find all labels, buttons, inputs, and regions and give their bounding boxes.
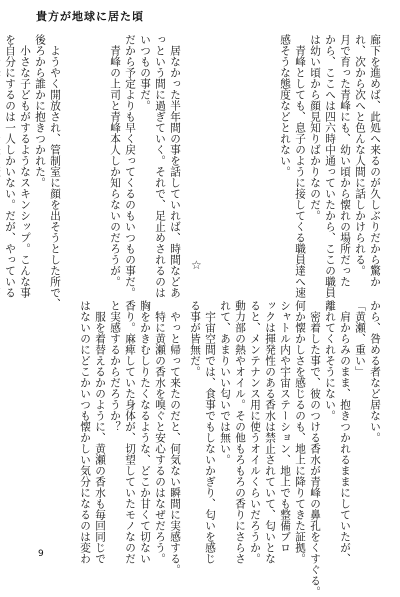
text-line: 小さな子どもがするようなスキンシップ。こんな事	[19, 34, 31, 298]
text-line: 胸をかきむしりたくなるような、どこか甘くて切ない	[139, 300, 151, 564]
text-line: 肩からみのまま、抱きつかれるままにしていたが、	[339, 300, 351, 564]
text-line: は幼い頃から顔見知りばかりなのだ。	[309, 34, 321, 221]
text-line: 宇宙空間では、食事でもしないかぎり、匂いを感じ	[204, 300, 216, 564]
text-line: る事が皆無だ。	[189, 300, 201, 377]
text-line: だから予定よりも早く戻ってくるのもいつもの事だ。	[124, 34, 136, 298]
text-line: れて、あまりいい匂いでは無い。	[219, 300, 231, 465]
text-block-bottom-left	[77, 300, 182, 575]
text-line: ると、メンテナンス用に使うオイルくらいだろうか。	[249, 300, 261, 564]
text-line: 後ろから誰かに抱きつかれた。	[34, 34, 46, 188]
text-block-top-left	[0, 34, 182, 309]
text-line: を自分にするのは一人しかいない。だが、やっている	[4, 34, 16, 298]
text-line: 動力部の熱やオイル。その他もろもろの香りにさらさ	[234, 300, 246, 564]
text-line: 離れてくれそうにない。	[324, 300, 336, 421]
text-line: から、ここへは四六時中通っていたから、ここの職員	[324, 34, 336, 298]
text-line: っという間に過ぎていく。それで、足止めされるのは	[154, 34, 166, 298]
text-line: いつもの事だ。	[139, 34, 151, 111]
text-line: ようやく開放され、管制室に顔を出そうとした所で、	[49, 34, 61, 309]
text-line: から、咎める者など居ない。	[369, 300, 381, 443]
text-line: 特に黄瀬の香水を嗅ぐと安心するのはなぜだろう。	[154, 300, 166, 564]
page-number: 9	[38, 549, 44, 559]
text-line: 香り。麻痺していた身体が、切望していたモノなのだ	[124, 300, 136, 564]
text-line: ックは揮発性のある香水は禁止されていて、匂いとな	[264, 300, 276, 564]
scene-break-star: ☆	[191, 258, 202, 272]
text-line: 感そうな態度などとれない。	[279, 34, 291, 177]
text-line: 居なかった半年間の事を話していれば、時間などあ	[169, 34, 181, 298]
text-line: 服を着替えるかのように、黄瀬の香水も毎回同じで	[94, 300, 106, 564]
text-line: 廊下を進めば、此処へ来るのが久しぶりだから驚か	[369, 34, 381, 287]
text-line: 月で育った青峰にも、幼い頃から懐れの場所だった	[339, 34, 351, 287]
text-line: 青峰の上司と青峰本人しか知らないのだろうが。	[109, 34, 121, 287]
text-line: と実感するからだろうか？	[109, 300, 121, 432]
blank-line	[77, 34, 92, 274]
text-block-top-right	[277, 34, 382, 298]
text-line: 青峰としても、息子のように接してくる職員達へ速	[294, 34, 306, 298]
text-block-bottom-right	[187, 300, 382, 597]
chapter-title: 貴方が地球に居た頃	[36, 10, 144, 23]
text-line: 何か懐かしさを感じるのも、地上に降りてきた証拠。	[294, 300, 306, 564]
text-line	[0, 34, 2, 274]
text-line: 「黄瀬、重い」	[354, 300, 366, 377]
text-line: やっと帰って来たのだと、何気ない瞬間に実感する。	[169, 300, 181, 575]
blank-line	[62, 34, 77, 274]
text-line: シャトル内や宇宙ステーション、地上でも整備ブロ	[279, 300, 291, 553]
text-line: はないのにどこかいつも懐かしい気分になるのは変わ	[79, 300, 91, 564]
text-line: れ、次から次へと色んな人間に話しかけられる。	[354, 34, 366, 276]
text-line: 密着した事で、彼のつける香水が青峰の鼻孔をくすぐる。	[309, 300, 321, 597]
blank-line	[92, 34, 107, 274]
